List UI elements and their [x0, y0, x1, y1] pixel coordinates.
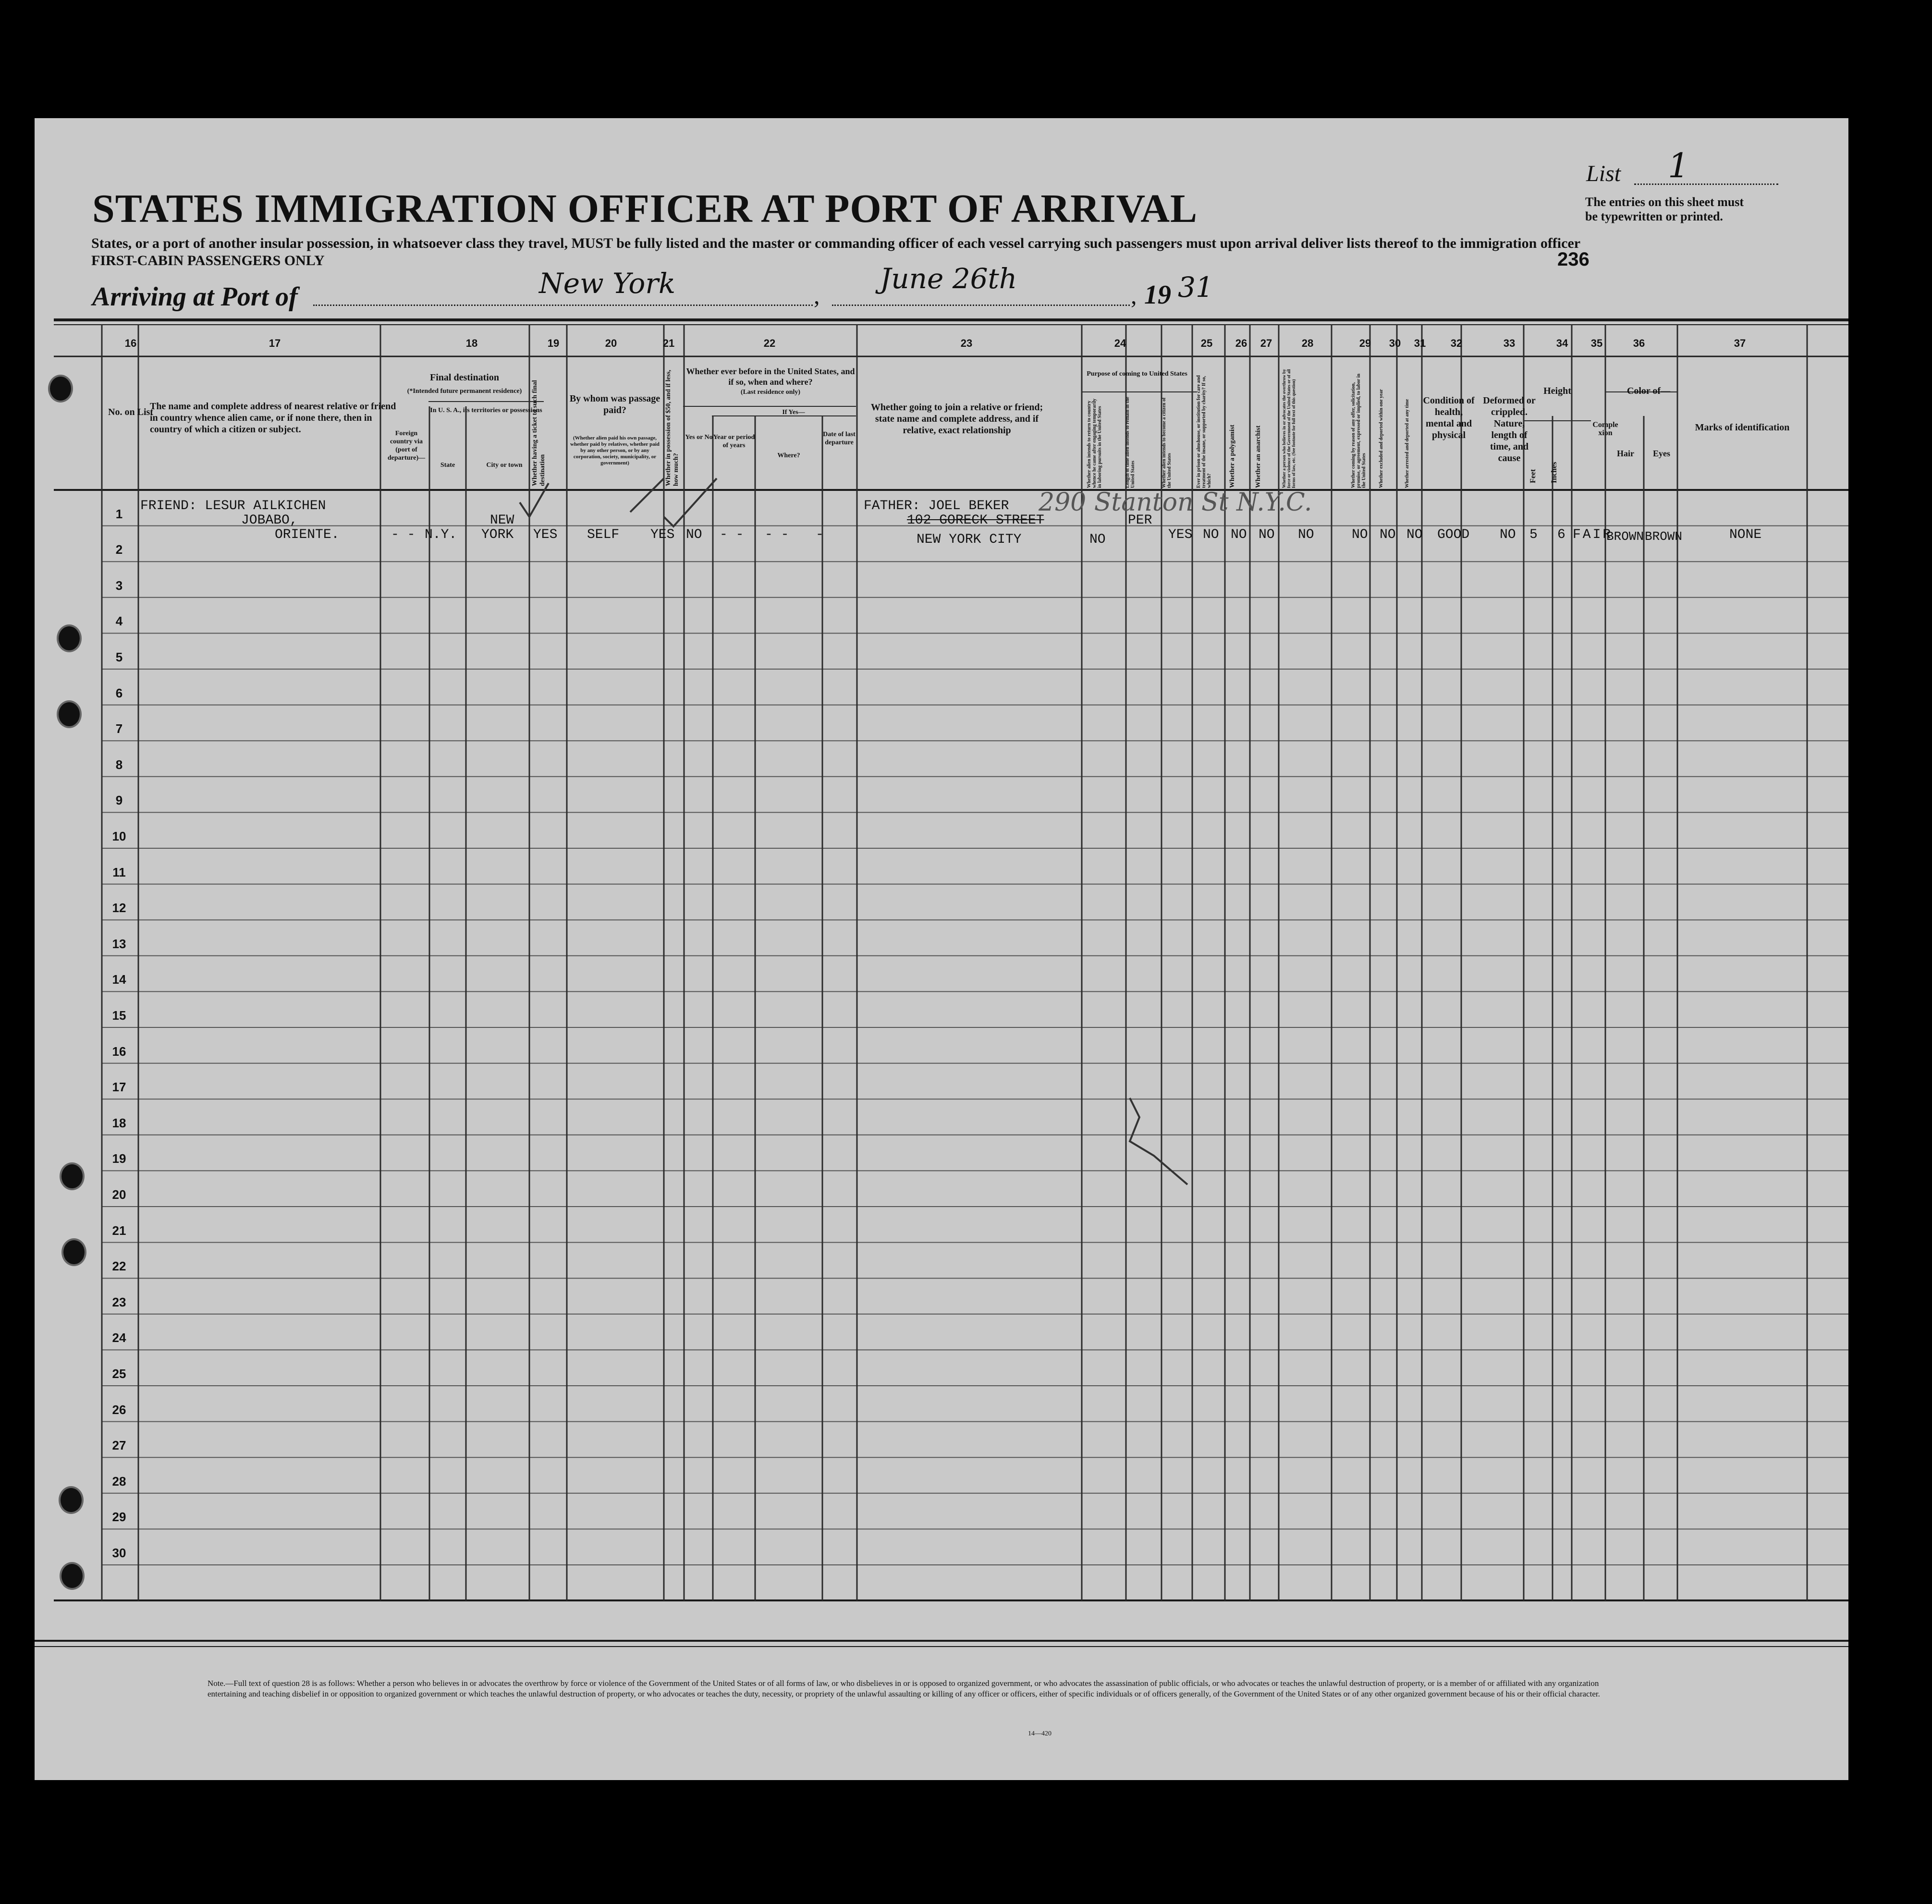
deformed-value: NO [1500, 527, 1516, 542]
hdr-feet: Feet [1529, 469, 1537, 483]
row-number: 21 [112, 1223, 126, 1238]
row-number: 18 [112, 1115, 126, 1130]
row-number: 12 [112, 901, 126, 915]
state-value: N.Y. [425, 527, 457, 542]
hdr-prison: Ever in prison or almshouse, or institution for care and treatment of the insane, or supported by charity? If so, which? [1196, 375, 1212, 488]
date-departure-value: - [816, 527, 824, 542]
col-num-18: 18 [465, 337, 478, 349]
relative-line-3: NEW YORK CITY [917, 532, 1022, 547]
row-number: 22 [112, 1259, 126, 1274]
hdr-date-departure: Date of last departure [823, 431, 856, 446]
eyes-value: BROWN [1645, 529, 1683, 544]
hdr-passage-paid: By whom was passage paid? [569, 393, 660, 415]
form-title: STATES IMMIGRATION OFFICER AT PORT OF ARRIVAL [92, 186, 1198, 231]
form-subtitle: States, or a port of another insular possession, in whatsoever class they travel, MUST be fully listed and the master or commanding officer of each vessel carrying such passengers must upon arrival deliver lists thereof to the immigration officer [91, 235, 1581, 251]
row-number: 27 [112, 1438, 126, 1453]
c26-value: NO [1231, 527, 1247, 542]
hdr-purpose: Purpose of coming to United States [1087, 370, 1187, 378]
hdr-marks: Marks of identification [1695, 422, 1790, 433]
row-number: 14 [112, 972, 126, 987]
hdr-labor-offer: Whether coming by reason of any offer, solicitation, promise, or agreement, expressed or implied, to labor in the United States [1351, 373, 1367, 488]
col-num-23: 23 [960, 337, 973, 349]
col-num-24: 24 [1114, 337, 1126, 349]
row-number: 4 [115, 614, 123, 629]
relative-handwritten-address: 290 Stanton St N.Y.C. [1039, 488, 1312, 517]
entries-note-1: The entries on this sheet must [1585, 195, 1744, 209]
year-prefix: 19 [1144, 280, 1171, 310]
col-num-37: 37 [1734, 337, 1746, 349]
hdr-fifty-dollars: Whether in possession of $50, and if less, how much? [665, 369, 680, 486]
sheet-number: 236 [1557, 249, 1590, 270]
relative-line-2: 102 GORECK STREET [907, 513, 1044, 528]
hdr-anarchist: Whether an anarchist [1255, 425, 1262, 488]
row-number: 11 [112, 865, 126, 879]
c25-value: NO [1203, 527, 1219, 542]
where-value: - - [765, 527, 789, 542]
feet-value: 5 [1529, 527, 1538, 542]
col-num-29: 29 [1359, 337, 1371, 349]
col-num-25: 25 [1200, 337, 1213, 349]
friend-line-1: FRIEND: LESUR AILKICHEN [140, 499, 326, 513]
hdr-where: Where? [777, 452, 800, 459]
hdr-arrested: Whether arrested and deported at any time [1405, 399, 1410, 488]
friend-line-2: JOBABO, [241, 513, 298, 528]
foreign-country: - - [391, 527, 416, 542]
row-number: 2 [115, 542, 123, 557]
row-number: 9 [115, 793, 123, 808]
hdr-citizen: Whether alien intends to become a citizen of the United States [1162, 397, 1172, 488]
hdr-final-destination: Final destination [430, 372, 499, 383]
hair-value: BROWN [1606, 529, 1644, 544]
col-num-33: 33 [1503, 337, 1516, 349]
row-number: 10 [112, 829, 126, 843]
punch-hole [57, 700, 82, 728]
hdr-final-destination-note: (*Intended future permanent residence) [407, 388, 522, 395]
row-number: 30 [112, 1546, 126, 1560]
col-num-35: 35 [1590, 337, 1603, 349]
hdr-inches: Inches [1550, 462, 1558, 483]
port-handwritten: New York [539, 267, 676, 300]
hdr-height: Height [1543, 386, 1571, 396]
punch-hole [60, 1162, 85, 1190]
col-num-32: 32 [1450, 337, 1463, 349]
row-number: 28 [112, 1474, 126, 1489]
col-num-36: 36 [1633, 337, 1645, 349]
class-line: FIRST-CABIN PASSENGERS ONLY [91, 253, 325, 269]
row-number: 6 [115, 685, 123, 700]
hdr-nearest-relative: The name and complete address of nearest relative or friend in country whence alien came, or if none there, then in country of which a citizen or subject. [150, 401, 396, 435]
hdr-ticket: Whether having a ticket to such final destination [531, 380, 546, 486]
row-number: 8 [115, 757, 123, 772]
hdr-color-of: Color of— [1626, 386, 1671, 396]
row-number: 1 [115, 506, 123, 521]
city-line-1: NEW [490, 513, 514, 528]
row-number: 25 [112, 1367, 126, 1381]
c27-value: NO [1259, 527, 1275, 542]
arriving-label: Arriving at Port of [92, 282, 298, 312]
c28-value: NO [1298, 527, 1314, 542]
hdr-usa: In U. S. A., its territories or possessions [430, 407, 542, 414]
col-num-34: 34 [1556, 337, 1568, 349]
punch-hole [60, 1562, 85, 1590]
hdr-passage-note: (Whether alien paid his own passage, whether paid by relatives, whether paid by any other person, or by any corporation, society, municipality, or government) [570, 435, 660, 466]
c30-value: NO [1380, 527, 1396, 542]
row-number: 16 [112, 1044, 126, 1059]
hdr-before-note: (Last residence only) [740, 389, 801, 396]
fifty-value: YES [650, 527, 675, 542]
table-grid [35, 118, 1848, 1780]
ticket-value: YES [533, 527, 558, 542]
row-number: 24 [112, 1330, 126, 1345]
row-number: 15 [112, 1008, 126, 1023]
c29-value: NO [1352, 527, 1368, 542]
c24-return-value: NO [1089, 532, 1106, 547]
paid-by-value: SELF [587, 527, 620, 542]
hdr-health: Condition of health, mental and physical [1423, 395, 1475, 440]
col-num-19: 19 [547, 337, 560, 349]
manifest-sheet [35, 118, 1848, 1780]
col-num-20: 20 [605, 337, 617, 349]
hdr-before-in-us: Whether ever before in the United States, and if so, when and where? [686, 366, 855, 387]
row-number: 26 [112, 1402, 126, 1417]
col-num-16: 16 [124, 337, 137, 349]
list-number: 1 [1668, 146, 1689, 185]
col-num-28: 28 [1301, 337, 1314, 349]
col-num-31: 31 [1414, 337, 1426, 349]
friend-line-3: ORIENTE. [275, 527, 340, 542]
row-number: 23 [112, 1294, 126, 1309]
col-num-30: 30 [1389, 337, 1401, 349]
hdr-overthrow: Whether a person who believes in or advocates the overthrow by force or violence of the Government of the United States or of all forms of law, etc. (See footnote for full text of this question) [1282, 369, 1296, 488]
punch-hole [57, 624, 82, 652]
footnote: Note.—Full text of question 28 is as follows: Whether a person who believes in or advocates the overthrow by force or violence of the Government of the United States or of all forms of law, or who disbelieves in or is opposed to organized government, or who advocates the assassination of public officials, or who advocates or teaches the unlawful destruction of property, or is a member of or affiliated with any organization entertaining and teaching disbelief in or opposition to organized government or which teaches the unlawful destruction of property, or who advocates or teaches the duty, necessity, or propriety of the unlawful assaulting or killing of any officer or officers, either of specific individuals or of officers generally, of the Government of the United States or of any other organized government because of his or their official character. [208, 1679, 1600, 1698]
hdr-state: State [440, 462, 455, 469]
c31-value: NO [1406, 527, 1423, 542]
hdr-yes-no: Yes or No [685, 434, 713, 441]
marks-value: NONE [1729, 527, 1762, 542]
row-number: 7 [115, 721, 123, 736]
year-handwritten: 31 [1178, 271, 1213, 304]
col-num-26: 26 [1235, 337, 1247, 349]
col-num-22: 22 [763, 337, 776, 349]
hdr-city: City or town [486, 462, 523, 469]
hdr-polygamist: Whether a polygamist [1229, 425, 1236, 488]
hdr-foreign-country: Foreign country via (port of departure)— [387, 430, 426, 462]
row-number: 19 [112, 1151, 126, 1166]
hdr-if-yes: If Yes— [782, 409, 805, 416]
c24-length-value: PER [1128, 513, 1152, 528]
col-num-27: 27 [1260, 337, 1272, 349]
row-number: 5 [115, 650, 123, 664]
inches-value: 6 [1557, 527, 1565, 542]
comma-2: , [1131, 282, 1137, 309]
entries-note-2: be typewritten or printed. [1585, 209, 1723, 223]
hdr-return: Whether alien intends to return to country whence he came after engaging temporarily in laboring pursuits in the United States [1087, 398, 1102, 488]
col-num-17: 17 [269, 337, 281, 349]
punch-hole [48, 375, 73, 403]
hdr-joining-relative: Whether going to join a relative or friend; state name and complete address, and if relative, exact relationship [870, 402, 1043, 436]
hdr-hair: Hair [1617, 449, 1634, 458]
row-number: 20 [112, 1187, 126, 1202]
hdr-length-stay: Length of time alien intends to remain in the United States [1125, 397, 1136, 488]
punch-hole [61, 1238, 86, 1266]
complexion-value: FAIR [1573, 527, 1613, 542]
hdr-no-on-list: No. on List [108, 407, 153, 417]
row-number: 17 [112, 1080, 126, 1095]
city-line-2: YORK [481, 527, 514, 542]
col-num-21: 21 [662, 337, 675, 349]
list-label: List [1586, 161, 1621, 186]
hdr-eyes: Eyes [1653, 449, 1670, 458]
health-value: GOOD [1437, 527, 1470, 542]
before-value: NO [686, 527, 702, 542]
row-number: 13 [112, 936, 126, 951]
form-number: 14—420 [1028, 1730, 1052, 1737]
punch-hole [59, 1486, 84, 1514]
row-number: 3 [115, 578, 123, 593]
years-value: - - [720, 527, 744, 542]
comma: , [814, 282, 820, 309]
date-handwritten: June 26th [880, 262, 1017, 295]
hdr-excluded: Whether excluded and deported within one year [1379, 389, 1384, 488]
row-number: 29 [112, 1510, 126, 1525]
c24-citizen-value: YES [1168, 527, 1193, 542]
hdr-years: Year or period of years [713, 434, 755, 449]
hdr-deformed: Deformed or crippled. Nature, length of time, and cause [1483, 395, 1536, 464]
hdr-complexion: Complexion [1592, 421, 1618, 437]
relative-line-1: FATHER: JOEL BEKER [864, 499, 1009, 513]
